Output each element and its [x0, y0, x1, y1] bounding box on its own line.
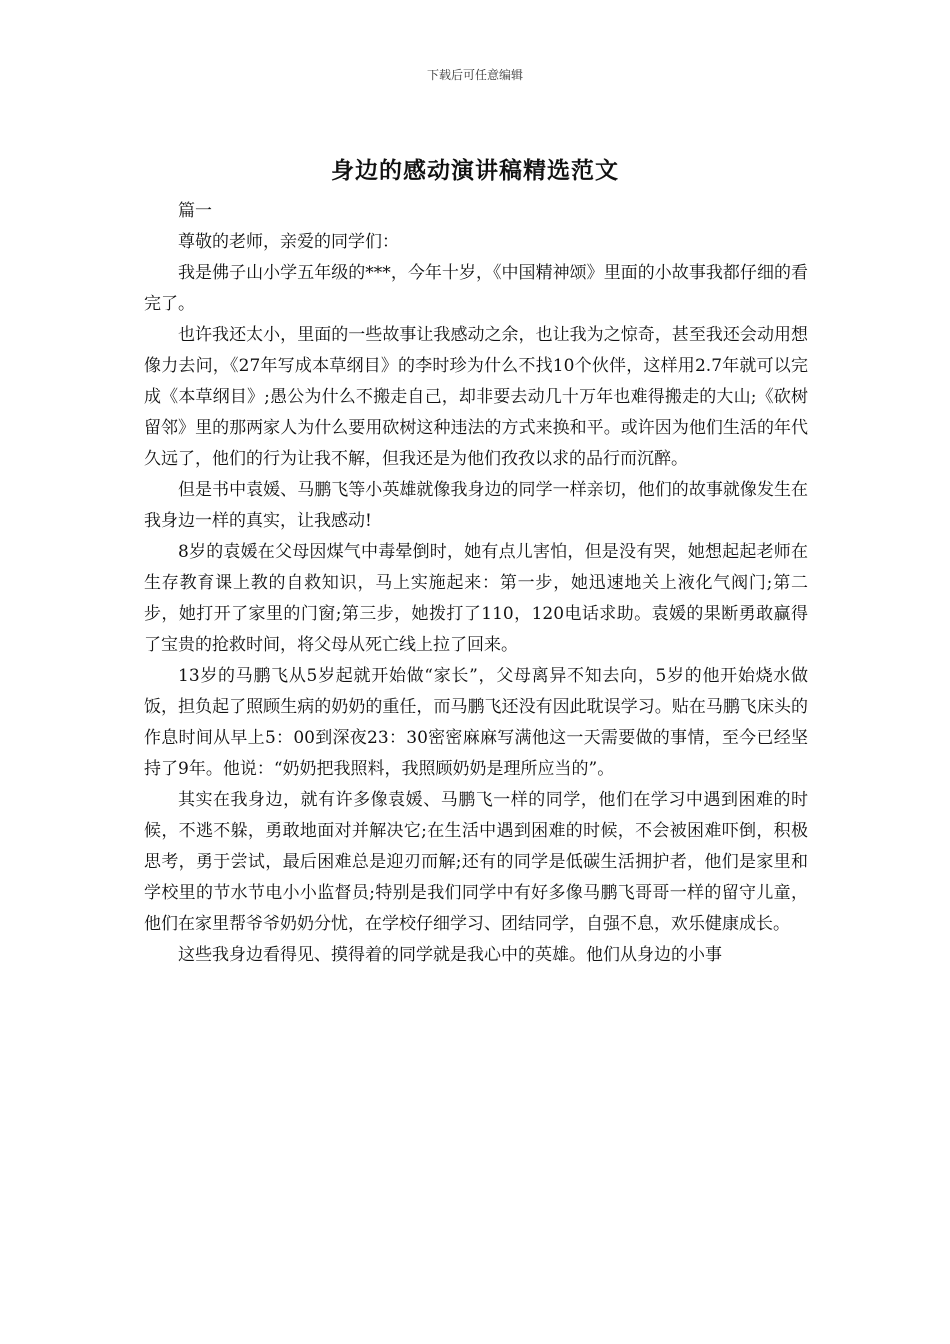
document-body [144, 196, 808, 971]
section-label: 篇一 [178, 201, 212, 221]
paragraph: 其实在我身边，就有许多像袁媛、马鹏飞一样的同学，他们在学习中遇到困难的时候，不逃不躲，勇敢地面对并解决它;在生活中遇到困难的时候，不会被困难吓倒，积极思考，勇于尝试，最后困难总是迎刃而解;还有的同学是低碳生活拥护者，他们是家里和学校里的节水节电小小监督员;特别是我们同学中有好多像马鹏飞哥哥一样的留守儿童，他们在家里帮爷爷奶奶分忧，在学校仔细学习、团结同学，自强不息，欢乐健康成长。 [144, 790, 808, 934]
paragraph: 8岁的袁媛在父母因煤气中毒晕倒时，她有点儿害怕，但是没有哭，她想起起老师在生存教育课上教的自救知识，马上实施起来：第一步，她迅速地关上液化气阀门;第二步，她打开了家里的门窗;第三步，她拨打了110，120电话求助。袁媛的果断勇敢赢得了宝贵的抢救时间，将父母从死亡线上拉了回来。 [144, 542, 808, 655]
paragraph: 但是书中袁媛、马鹏飞等小英雄就像我身边的同学一样亲切，他们的故事就像发生在我身边一样的真实，让我感动! [144, 480, 808, 531]
paragraph: 我是佛子山小学五年级的***，今年十岁，《中国精神颂》里面的小故事我都仔细的看完了。 [144, 263, 808, 314]
paragraph: 也许我还太小，里面的一些故事让我感动之余，也让我为之惊奇，甚至我还会动用想像力去问，《27年写成本草纲目》的李时珍为什么不找10个伙伴，这样用2.7年就可以完成《本草纲目》;愚公为什么不搬走自己，却非要去动几十万年也难得搬走的大山;《砍树留邻》里的那两家人为什么要用砍树这种违法的方式来换和平。或许因为他们生活的年代久远了，他们的行为让我不解，但我还是为他们孜孜以求的品行而沉醉。 [144, 325, 808, 469]
document-title: 身边的感动演讲稿精选范文 [331, 157, 619, 184]
paragraph: 这些我身边看得见、摸得着的同学就是我心中的英雄。他们从身边的小事 [178, 945, 722, 965]
header-note: 下载后可任意编辑 [426, 68, 523, 82]
salutation: 尊敬的老师，亲爱的同学们： [178, 232, 399, 252]
paragraph: 13岁的马鹏飞从5岁起就开始做“家长”，父母离异不知去向，5岁的他开始烧水做饭，担负起了照顾生病的奶奶的重任，而马鹏飞还没有因此耽误学习。贴在马鹏飞床头的作息时间从早上5：00到深夜23：30密密麻麻写满他这一天需要做的事情，至今已经坚持了9年。他说：“奶奶把我照料，我照顾奶奶是理所应当的”。 [144, 666, 808, 779]
